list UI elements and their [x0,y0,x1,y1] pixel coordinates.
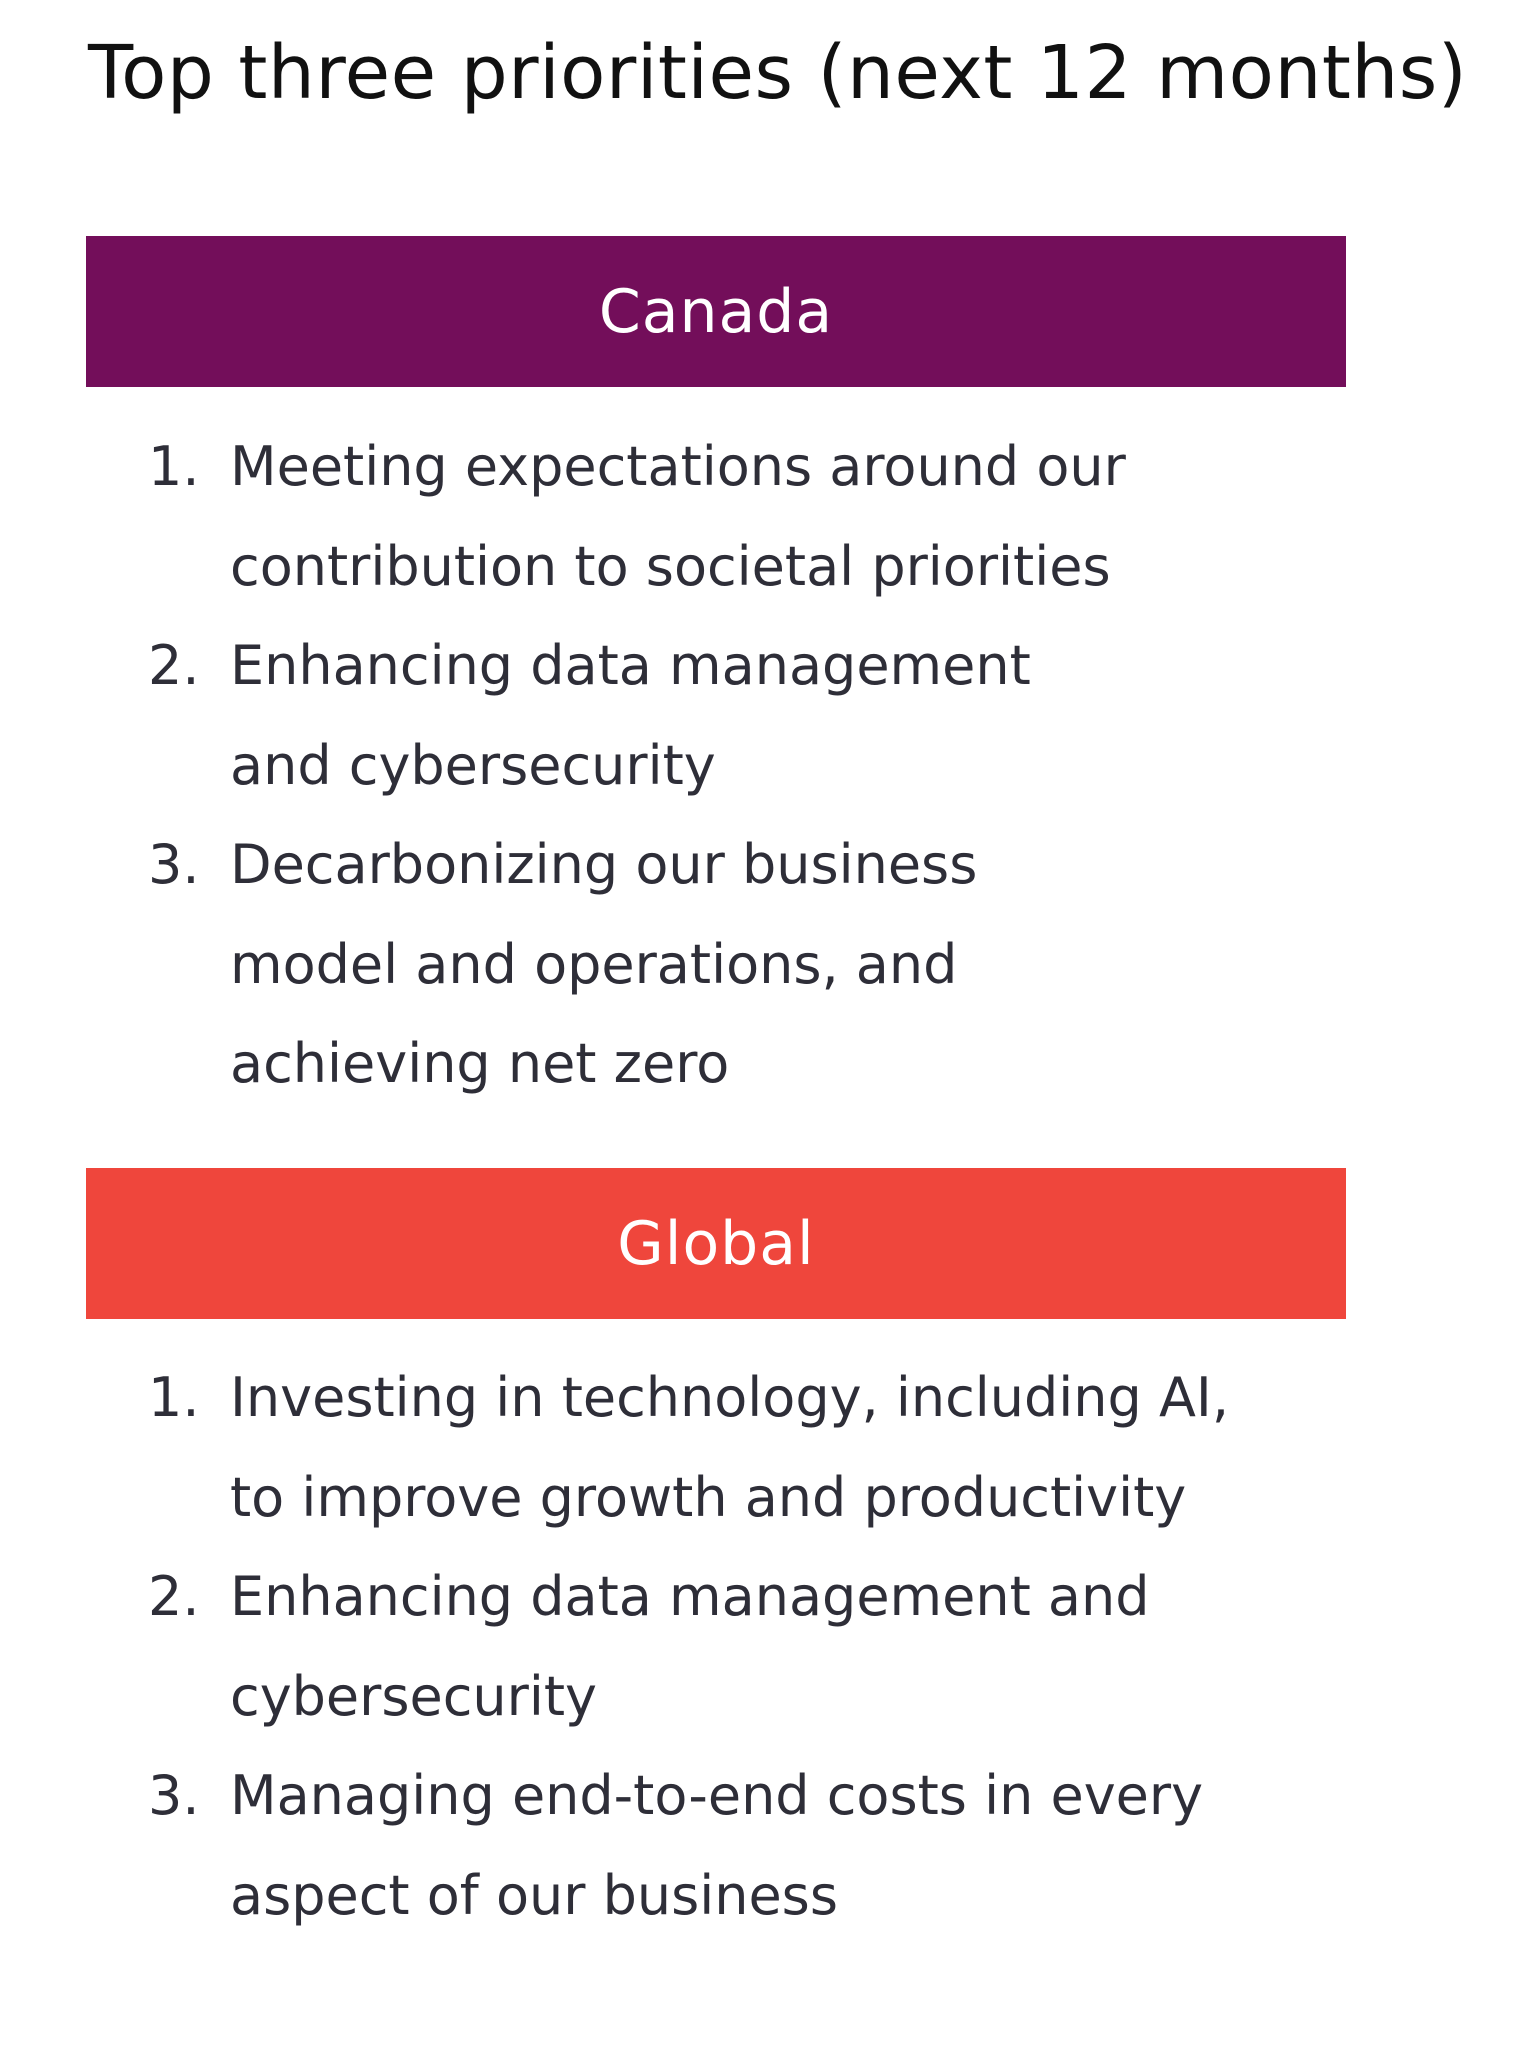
list-item [148,616,1348,815]
page-title: Top three priorities (next 12 months) [88,30,1468,116]
list-item-text: Investing in technology, including AI, to improve growth and productivity [230,1366,1229,1529]
list-item [148,417,1348,616]
list-item-number: 2. [148,1565,200,1628]
list-item-text: Managing end-to-end costs in every aspect of our business [230,1764,1204,1927]
list-item-text: Meeting expectations around our contribution to societal priorities [230,435,1126,598]
list-item [148,1348,1348,1547]
list-item-number: 1. [148,435,200,498]
priority-list-canada [148,417,1348,1114]
list-item-text: Decarbonizing our business model and operations, and achieving net zero [230,833,978,1095]
section-header-canada: Canada [86,236,1346,387]
list-item [148,815,1348,1114]
list-item-number: 3. [148,833,200,896]
section-header-global: Global [86,1168,1346,1319]
list-item-text: Enhancing data management and cybersecurity [230,634,1031,797]
list-item-number: 3. [148,1764,200,1827]
priority-list-global [148,1348,1348,1945]
list-item [148,1547,1348,1746]
list-item-text: Enhancing data management and cybersecurity [230,1565,1150,1728]
list-item [148,1746,1348,1945]
list-item-number: 2. [148,634,200,697]
list-item-number: 1. [148,1366,200,1429]
